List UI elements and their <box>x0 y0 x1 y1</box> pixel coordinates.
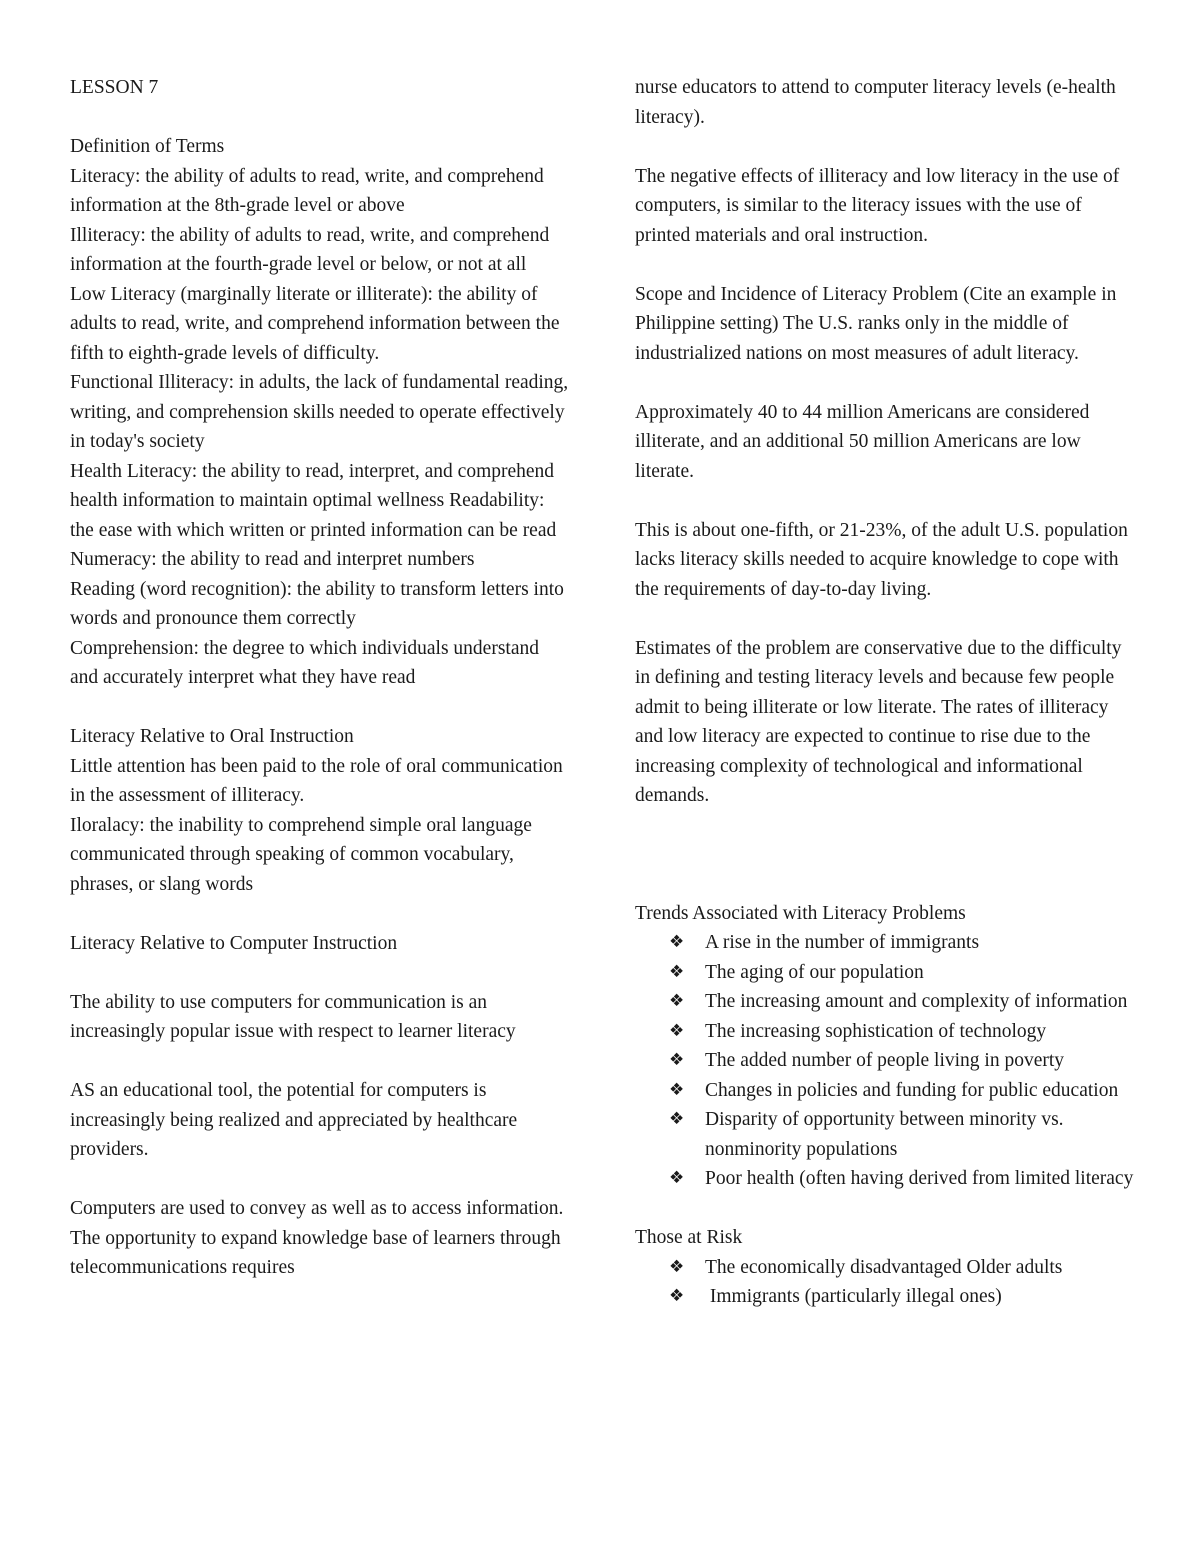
four-diamond-bullet-icon: ❖ <box>669 1079 685 1100</box>
list-item: ❖ Immigrants (particularly illegal ones) <box>669 1282 1135 1312</box>
oral-instruction-line: Little attention has been paid to the role of oral communication in the assessment of illiteracy. <box>70 755 563 806</box>
list-item: ❖ The aging of our population <box>669 958 1135 988</box>
four-diamond-bullet-icon: ❖ <box>669 1109 685 1129</box>
list-item: ❖ The increasing sophistication of technology <box>669 1017 1135 1047</box>
four-diamond-bullet-icon: ❖ <box>669 961 685 982</box>
trends-heading: Trends Associated with Literacy Problems <box>635 902 966 924</box>
risk-heading: Those at Risk <box>635 1227 743 1248</box>
definition-illiteracy: Illiteracy: the ability of adults to read, write, and comprehend information at the fourth-grade level or below, or not at all <box>70 224 550 275</box>
definition-literacy: Literacy: the ability of adults to read, write, and comprehend information at the 8th-grade level or above <box>70 165 544 216</box>
four-diamond-bullet-icon: ❖ <box>669 1168 685 1188</box>
four-diamond-bullet-icon: ❖ <box>669 1286 685 1306</box>
one-fifth-paragraph: This is about one-fifth, or 21-23%, of the adult U.S. population lacks literacy skills needed to acquire knowledge to cope with the requirements of day-to-day living. <box>635 519 1128 600</box>
trends-list <box>635 928 1135 1194</box>
definition-reading: Reading (word recognition): the ability to transform letters into words and pronounce them correctly <box>70 578 564 629</box>
definition-low-literacy: Low Literacy (marginally literate or illiterate): the ability of adults to read, write, and comprehend information between the fifth to eighth-grade levels of difficulty. <box>70 283 560 364</box>
computer-instruction-heading: Literacy Relative to Computer Instruction <box>70 932 398 954</box>
oral-instruction-heading: Literacy Relative to Oral Instruction <box>70 726 354 747</box>
four-diamond-bullet-icon: ❖ <box>669 932 685 952</box>
estimates-paragraph: Estimates of the problem are conservative due to the difficulty in defining and testing literacy levels and because few people admit to being illiterate or low literate. The rates of illiteracy and low literacy are expected to continue to rise due to the increasing complexity of technological and informational demands. <box>635 637 1122 806</box>
four-diamond-bullet-icon: ❖ <box>669 991 685 1011</box>
left-column <box>70 73 570 1283</box>
four-diamond-bullet-icon: ❖ <box>669 1050 685 1070</box>
risk-list <box>635 1253 1135 1312</box>
lesson-title: LESSON 7 <box>70 77 159 98</box>
list-item: ❖ The added number of people living in poverty <box>669 1046 1135 1076</box>
definition-comprehension: Comprehension: the degree to which individuals understand and accurately interpret what they have read <box>70 637 539 688</box>
definition-health-literacy: Health Literacy: the ability to read, interpret, and comprehend health information to maintain optimal wellness Readability: the ease with which written or printed information can be read <box>70 460 557 541</box>
computer-paragraph: Computers are used to convey as well as to access information. The opportunity to expand knowledge base of learners through telecommunications requires <box>70 1198 564 1278</box>
negative-effects-paragraph: The negative effects of illiteracy and low literacy in the use of computers, is similar to the literacy issues with the use of printed materials and oral instruction. <box>635 165 1120 246</box>
four-diamond-bullet-icon: ❖ <box>669 1020 685 1041</box>
list-item: ❖ Changes in policies and funding for public education <box>669 1076 1135 1106</box>
four-diamond-bullet-icon: ❖ <box>669 1256 685 1277</box>
approximately-paragraph: Approximately 40 to 44 million Americans are considered illiterate, and an additional 50 million Americans are low literate. <box>635 401 1090 482</box>
list-item: ❖ The increasing amount and complexity of information <box>669 987 1135 1017</box>
scope-paragraph: Scope and Incidence of Literacy Problem (Cite an example in Philippine setting) The U.S. ranks only in the middle of industrialized nations on most measures of adult literacy. <box>635 283 1117 364</box>
continuation-paragraph: nurse educators to attend to computer literacy levels (e-health literacy). <box>635 77 1116 128</box>
definitions-heading: Definition of Terms <box>70 136 225 157</box>
computer-paragraph: The ability to use computers for communication is an increasingly popular issue with respect to learner literacy <box>70 991 516 1042</box>
list-item: ❖ The economically disadvantaged Older adults <box>669 1253 1135 1283</box>
definition-functional-illiteracy: Functional Illiteracy: in adults, the lack of fundamental reading, writing, and comprehension skills needed to operate effectively in today's society <box>70 372 569 452</box>
oral-instruction-line: Iloralacy: the inability to comprehend simple oral language communicated through speaking of common vocabulary, phrases, or slang words <box>70 814 532 895</box>
computer-paragraph: AS an educational tool, the potential for computers is increasingly being realized and appreciated by healthcare providers. <box>70 1080 518 1160</box>
right-column <box>635 73 1135 1312</box>
definition-numeracy: Numeracy: the ability to read and interpret numbers <box>70 549 475 570</box>
list-item: ❖ A rise in the number of immigrants <box>669 928 1135 958</box>
list-item: ❖ Poor health (often having derived from limited literacy <box>669 1164 1135 1194</box>
list-item: ❖ Disparity of opportunity between minority vs. nonminority populations <box>669 1105 1135 1164</box>
